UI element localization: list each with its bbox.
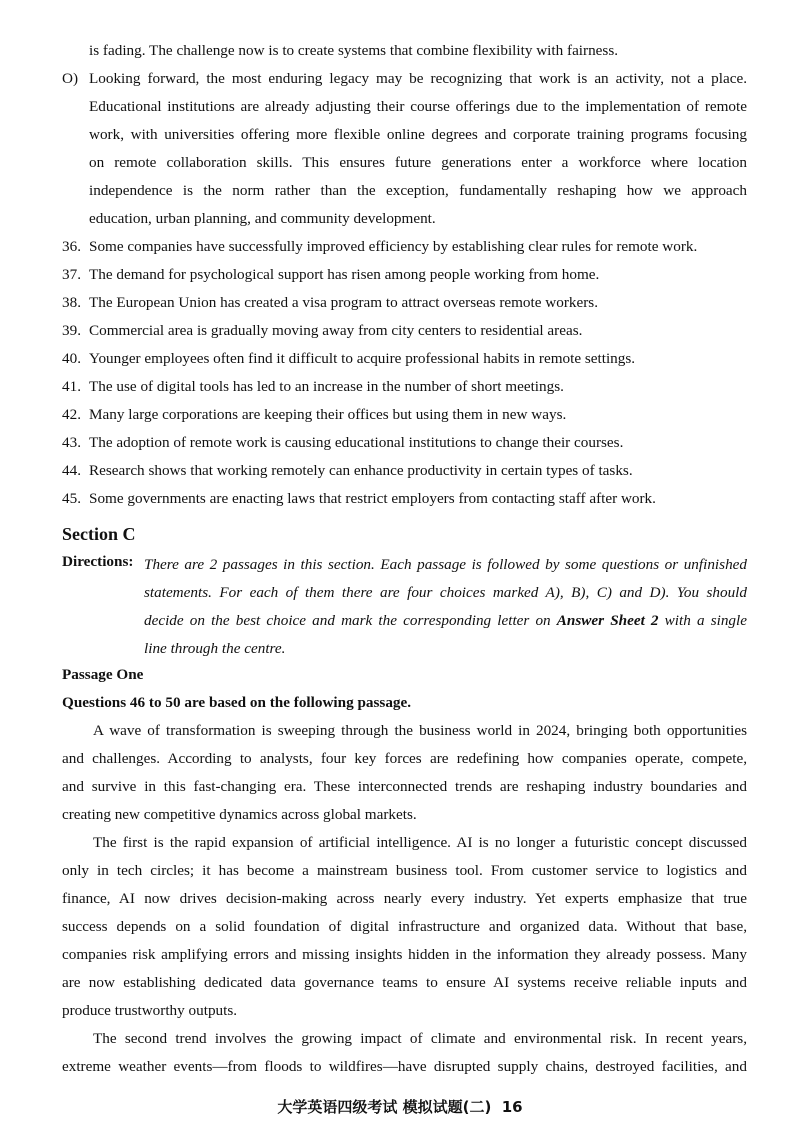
passage-line: creating new competitive dynamics across global markets. <box>62 806 417 823</box>
passage-line: are now establishing dedicated data governance teams to ensure AI systems receive reliable inputs and <box>62 974 747 991</box>
directions-line: There are 2 passages in this section. Each passage is followed by some questions or unfinished <box>144 556 747 573</box>
paragraph-o-line: independence is the norm rather than the exception, fundamentally reshaping how we approach <box>89 182 747 199</box>
directions-label: Directions: <box>62 553 134 570</box>
directions-text: with a single <box>658 612 747 629</box>
paragraph-n-line: is fading. The challenge now is to create systems that combine flexibility with fairness. <box>89 42 619 59</box>
statement-number: 45. <box>62 490 81 507</box>
statement-number: 38. <box>62 294 81 311</box>
statement-number: 41. <box>62 378 81 395</box>
statement-text: Commercial area is gradually moving away from city centers to residential areas. <box>89 322 583 339</box>
section-c-heading: Section C <box>62 524 136 544</box>
paragraph-o-line: education, urban planning, and community development. <box>89 210 436 227</box>
directions-line: statements. For each of them there are four choices marked A), B), C) and D). You should <box>144 584 747 601</box>
statement-text: Younger employees often find it difficult to acquire professional habits in remote settings. <box>89 350 636 367</box>
passage-line: The second trend involves the growing impact of climate and environmental risk. In recent years, <box>93 1030 747 1047</box>
statement-number: 37. <box>62 266 81 283</box>
statement-text: Some companies have successfully improved efficiency by establishing clear rules for remote work. <box>89 238 698 255</box>
paragraph-o-line: work, with universities offering more flexible online degrees and corporate training programs focusing <box>89 126 747 143</box>
passage-line: and survive in this fast-changing era. These interconnected trends are reshaping industry boundaries and <box>62 778 747 795</box>
statement-text: Research shows that working remotely can enhance productivity in certain types of tasks. <box>89 462 633 479</box>
statement-number: 42. <box>62 406 81 423</box>
directions-line: line through the centre. <box>144 640 286 657</box>
statement-number: 36. <box>62 238 81 255</box>
statement-number: 40. <box>62 350 81 367</box>
passage-line: A wave of transformation is sweeping through the business world in 2024, bringing both opportunities <box>93 722 747 739</box>
answer-sheet-ref: Answer Sheet 2 <box>556 612 659 629</box>
passage-line: and challenges. According to analysts, four key forces are redefining how companies operate, compete, <box>62 750 747 767</box>
passage-line: companies risk amplifying errors and missing insights hidden in the information they already possess. Many <box>62 946 747 963</box>
passage-title: Passage One <box>62 666 144 683</box>
passage-line: success depends on a solid foundation of digital infrastructure and organized data. Without that base, <box>62 918 747 935</box>
statement-text: Many large corporations are keeping their offices but using them in new ways. <box>89 406 567 423</box>
directions-line <box>144 611 747 631</box>
passage-line: produce trustworthy outputs. <box>62 1002 238 1019</box>
passage-line: extreme weather events—from floods to wildfires—have disrupted supply chains, destroyed facilities, and <box>62 1058 747 1075</box>
paragraph-o-label: O) <box>62 70 79 87</box>
page-footer <box>0 1097 800 1117</box>
statement-number: 44. <box>62 462 81 479</box>
statement-text: The European Union has created a visa program to attract overseas remote workers. <box>89 294 598 311</box>
statement-text: The adoption of remote work is causing educational institutions to change their courses. <box>89 434 624 451</box>
page-number: 16 <box>501 1098 523 1116</box>
passage-line: The first is the rapid expansion of artificial intelligence. AI is no longer a futuristic concept discussed <box>93 834 747 851</box>
statement-text: Some governments are enacting laws that restrict employers from contacting staff after work. <box>89 490 656 507</box>
statement-text: The use of digital tools has led to an increase in the number of short meetings. <box>89 378 564 395</box>
paragraph-o-line: Educational institutions are already adjusting their course offerings due to the implementation of remote <box>89 98 747 115</box>
paragraph-o-line: Looking forward, the most enduring legacy may be recognizing that work is an activity, not a place. <box>89 70 747 87</box>
directions-text: decide on the best choice and mark the corresponding letter on <box>144 612 557 629</box>
statement-text: The demand for psychological support has risen among people working from home. <box>89 266 600 283</box>
statement-number: 39. <box>62 322 81 339</box>
passage-line: finance, AI now drives decision-making across nearly every industry. Yet experts emphasize that true <box>62 890 747 907</box>
passage-line: only in tech circles; it has become a mainstream business tool. From customer service to logistics and <box>62 862 747 879</box>
questions-instruction: Questions 46 to 50 are based on the following passage. <box>62 694 412 711</box>
statement-number: 43. <box>62 434 81 451</box>
paragraph-o-line: on remote collaboration skills. This ensures future generations enter a workforce where location <box>89 154 747 171</box>
exam-title: 大学英语四级考试 模拟试题(二) <box>277 1098 492 1116</box>
